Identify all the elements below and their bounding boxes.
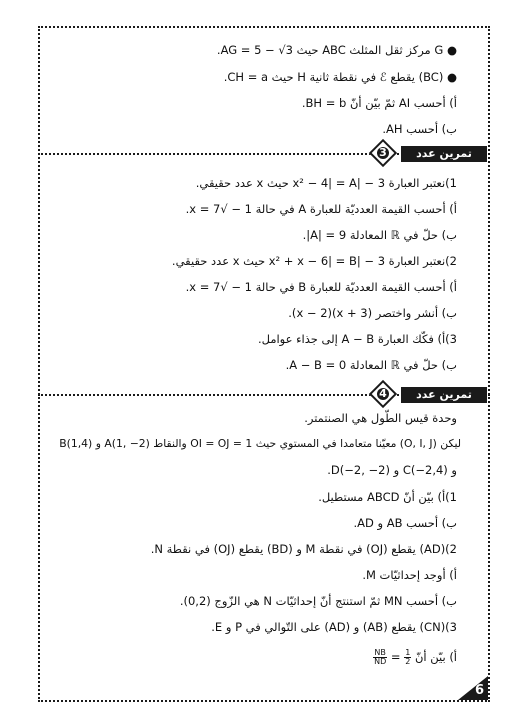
fraction-half (404, 649, 411, 666)
text-line: ● (BC) يقطع ℰ في نقطة ثانية H حيث CH = a. (223, 70, 457, 84)
text-line: أ) أحسب القيمة العدديّة للعبارة B في حالة 1 − √7 = x. (185, 280, 457, 294)
page-number-tab (458, 676, 488, 700)
exercise-number: 3 (379, 146, 387, 159)
text-line: 1)أ) بيّن أنّ ABCD مستطيل. (318, 490, 457, 504)
equals-sign: = (390, 650, 401, 664)
text-line: 3)(CN) يقطع (AB) و (AD) على التّوالي في P و E. (211, 620, 457, 634)
nb-numerator: NB (374, 648, 386, 657)
half-numerator: 1 (405, 648, 411, 657)
nd-denominator: ND (374, 657, 387, 666)
half-denominator: 2 (405, 657, 411, 666)
text-line: 1)نعتبر العبارة 3 − |x² − 4| = A حيث x عدد حقيقي. (195, 176, 457, 190)
text-line: ب) أحسب MN ثمّ استنتج أنّ إحداثيّات N هي الزّوج (0,2). (179, 594, 457, 608)
exercise-label: تمرين عدد (401, 387, 487, 403)
exercise-3-header (367, 143, 487, 165)
text-line: وحدة قيس الطّول هي الصنتمتر. (304, 411, 457, 425)
text-line: أ) أوجد إحداثيّات M. (362, 568, 457, 582)
text-line-fraction (373, 646, 457, 668)
text-line: ب) حلّ في ℝ المعادلة A − B = 0. (285, 358, 457, 372)
text-line: ليكن (O, I, J) معيّنا متعامدا في المستوي حيث OI = OJ = 1 والنقاط A(1, −2) و B(1,4) (59, 437, 461, 450)
exercise-4-header (367, 384, 487, 406)
text-line: ب) حلّ في ℝ المعادلة 9 = |A|. (302, 228, 457, 242)
fraction-prefix: أ) بيّن أنّ (414, 650, 457, 664)
page-number: 6 (474, 683, 484, 698)
exercise-label: تمرين عدد (401, 146, 487, 162)
text-line: أ) أحسب AI ثمّ بيّن أنّ BH = b. (301, 96, 457, 110)
text-line: 2)نعتبر العبارة 3 − |x² + x − 6| = B حيث x عدد حقيقي. (171, 254, 457, 268)
text-line: 2)(AD) يقطع (OJ) في نقطة M و (BD) يقطع (OJ) في نقطة N. (150, 542, 457, 556)
exercise-number: 4 (379, 387, 387, 400)
text-line: ● G مركز ثقل المثلث ABC حيث AG = 5 − √3. (216, 43, 457, 57)
text-line: أ) أحسب القيمة العدديّة للعبارة A في حالة 1 − √7 = x. (185, 202, 457, 216)
text-line: ب) أنشر واختصر (x + 3)(x − 2). (288, 306, 457, 320)
text-line: ب) أحسب AB و AD. (353, 516, 457, 530)
text-line: ب) أحسب AH. (382, 122, 457, 136)
text-line: 3)أ) فكّك العبارة A − B إلى جذاء عوامل. (257, 332, 457, 346)
fraction-nb-nd (373, 649, 387, 666)
text-line: و C(−2,4) و D(−2, −2). (327, 463, 457, 477)
